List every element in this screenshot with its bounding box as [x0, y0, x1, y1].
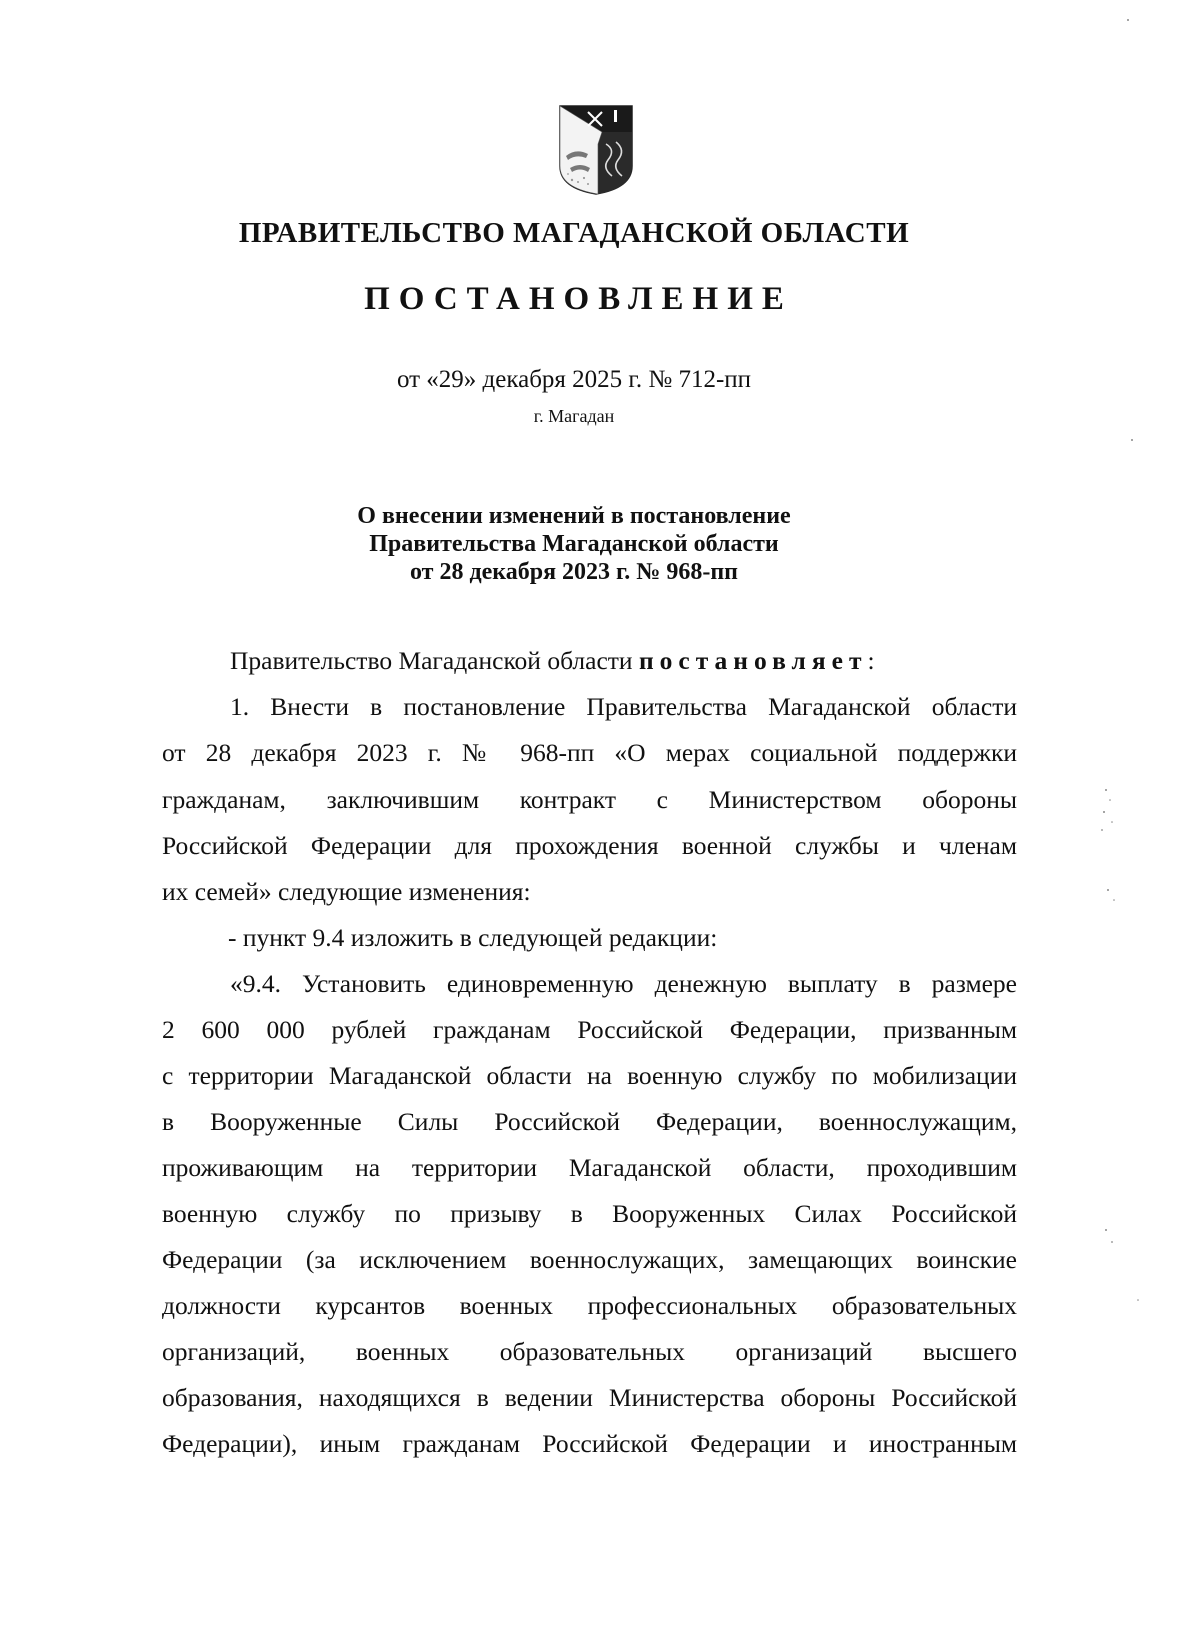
- paragraph-2-line-5: проживающим на территории Магаданской области, проходившим: [162, 1153, 1017, 1182]
- government-title: ПРАВИТЕЛЬСТВО МАГАДАНСКОЙ ОБЛАСТИ: [238, 217, 910, 249]
- preamble-colon: :: [867, 646, 875, 675]
- paragraph-1-line-2: от 28 декабря 2023 г. № 968-пп «О мерах социальной поддержки: [162, 738, 1017, 767]
- paragraph-2-line-10: образования, находящихся в ведении Министерства обороны Российской: [162, 1383, 1017, 1412]
- paragraph-1-line-1: 1. Внести в постановление Правительства Магаданской области: [230, 692, 1017, 721]
- document-subject: [0, 502, 1148, 586]
- paragraph-2-line-1: «9.4. Установить единовременную денежную выплату в размере: [230, 969, 1017, 998]
- subject-line-1: О внесении изменений в постановление: [357, 503, 791, 529]
- city-line: г. Магадан: [533, 406, 615, 426]
- paragraph-1-line-4: Российской Федерации для прохождения военной службы и членам: [162, 831, 1017, 860]
- paragraph-1-line-3: гражданам, заключившим контракт с Министерством обороны: [162, 785, 1017, 814]
- paragraph-2-line-6: военную службу по призыву в Вооруженных Силах Российской: [162, 1199, 1017, 1228]
- preamble-verb: постановляет: [638, 646, 868, 675]
- list-item-line: - пункт 9.4 изложить в следующей редакции:: [228, 923, 718, 952]
- paragraph-2-line-11: Федерации), иным гражданам Российской Федерации и иностранным: [162, 1429, 1017, 1458]
- document-type-heading: ПОСТАНОВЛЕНИЕ: [364, 281, 793, 317]
- scan-specks: [1088, 0, 1148, 1579]
- paragraph-2-line-2: 2 600 000 рублей гражданам Российской Федерации, призванным: [162, 1015, 1017, 1044]
- paragraph-2-line-7: Федерации (за исключением военнослужащих, замещающих воинские: [162, 1245, 1017, 1274]
- paragraph-2-line-3: с территории Магаданской области на военную службу по мобилизации: [162, 1061, 1017, 1090]
- preamble-text: Правительство Магаданской области: [230, 646, 633, 675]
- magadan-coat-of-arms-icon: [558, 104, 634, 196]
- subject-line-2: Правительства Магаданской области: [369, 531, 779, 557]
- paragraph-1-line-5: их семей» следующие изменения:: [162, 877, 531, 906]
- paragraph-2-line-8: должности курсантов военных профессиональных образовательных: [162, 1291, 1017, 1320]
- date-and-number: от «29» декабря 2025 г. № 712-пп: [396, 366, 752, 393]
- paragraph-2-line-4: в Вооруженные Силы Российской Федерации, военнослужащим,: [162, 1107, 1017, 1136]
- paragraph-2-line-9: организаций, военных образовательных организаций высшего: [162, 1337, 1017, 1366]
- subject-line-3: от 28 декабря 2023 г. № 968-пп: [409, 559, 739, 585]
- preamble-line: [162, 646, 1017, 676]
